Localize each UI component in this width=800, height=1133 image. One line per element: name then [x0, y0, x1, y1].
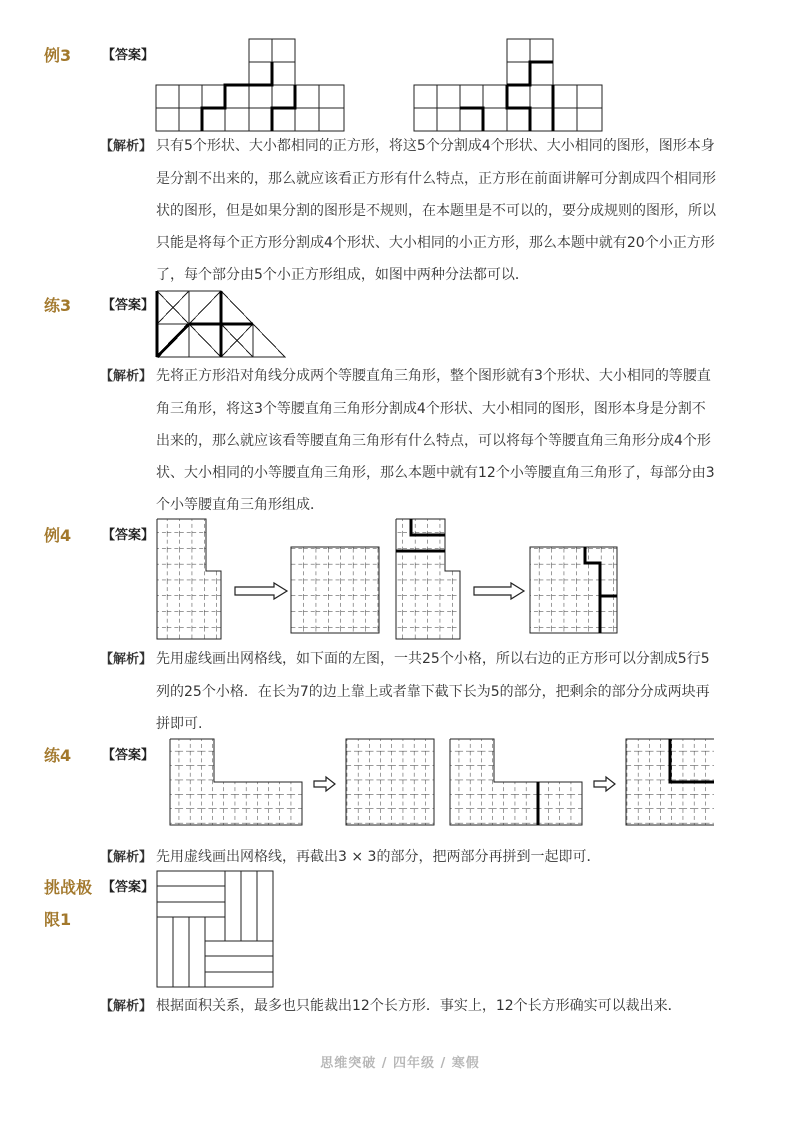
analysis-text: 先将正方形沿对角线分成两个等腰直角三角形，整个图形就有3个形状、大小相同的等腰直角三角形，将这3个等腰直角三角形分割成4个形状、大小相同的图形，图形本身是分割不出来的，那么就应该看等腰直角三角形有什么特点，可以将每个等腰直角三角形分成4个形状、大小相同的小等腰直角三角形，那么本题中就有12个小等腰直角三角形了，每部分由3个小等腰直角三角形组成．	[156, 368, 715, 513]
analysis-ex4	[100, 643, 716, 740]
ex3-figure-left	[155, 38, 347, 132]
analysis-tag: 【解析】	[100, 999, 153, 1014]
analysis-tag: 【解析】	[100, 139, 153, 154]
analysis-pr3	[100, 360, 716, 521]
section-label-ex3: 例3	[44, 46, 72, 65]
analysis-text: 根据面积关系，最多也只能裁出12个长方形．事实上，12个长方形确实可以裁出来．	[156, 998, 682, 1014]
analysis-text: 先用虚线画出网格线，再截出3 × 3的部分，把两部分再拼到一起即可．	[156, 849, 601, 865]
section-label-pr3: 练3	[44, 296, 72, 315]
answer-tag: 【答案】	[102, 748, 155, 763]
section-label-challenge1-line1: 挑战极	[44, 878, 93, 897]
analysis-challenge1	[100, 990, 716, 1023]
analysis-tag: 【解析】	[100, 369, 153, 384]
analysis-ex3	[100, 130, 716, 291]
analysis-text: 先用虚线画出网格线，如下面的左图，一共25个小格，所以右边的正方形可以分割成5行5列的25个小格．在长为7的边上靠上或者靠下截下长为5的部分，把剩余的部分分成两块再拼即可.	[156, 651, 710, 732]
answer-tag: 【答案】	[102, 880, 155, 895]
analysis-tag: 【解析】	[100, 850, 153, 865]
answer-tag: 【答案】	[102, 528, 155, 543]
ex4-figure	[155, 517, 620, 642]
answer-tag: 【答案】	[102, 48, 155, 63]
page-footer: 思维突破 / 四年级 / 寒假	[320, 1056, 480, 1071]
section-label-ex4: 例4	[44, 526, 72, 545]
answer-tag: 【答案】	[102, 298, 155, 313]
pr4-figure	[168, 737, 714, 827]
analysis-text: 只有5个形状、大小都相同的正方形，将这5个分割成4个形状、大小相同的图形，图形本身是分割不出来的，那么就应该看正方形有什么特点，正方形在前面讲解可分割成四个相同形状的图形，但是如果分割的图形是不规则，在本题里是不可以的，要分成规则的图形，所以只能是将每个正方形分割成4个形状、大小相同的小正方形，那么本题中就有20个小正方形了，每个部分由5个小正方形组成，如图中两种分法都可以．	[156, 138, 716, 283]
challenge1-rectangles-figure	[155, 869, 277, 991]
section-label-pr4: 练4	[44, 746, 72, 765]
pr3-triangle-figure	[155, 289, 287, 359]
section-label-challenge1-line2: 限1	[44, 910, 72, 929]
ex3-figure-right	[413, 38, 605, 132]
analysis-tag: 【解析】	[100, 652, 153, 667]
